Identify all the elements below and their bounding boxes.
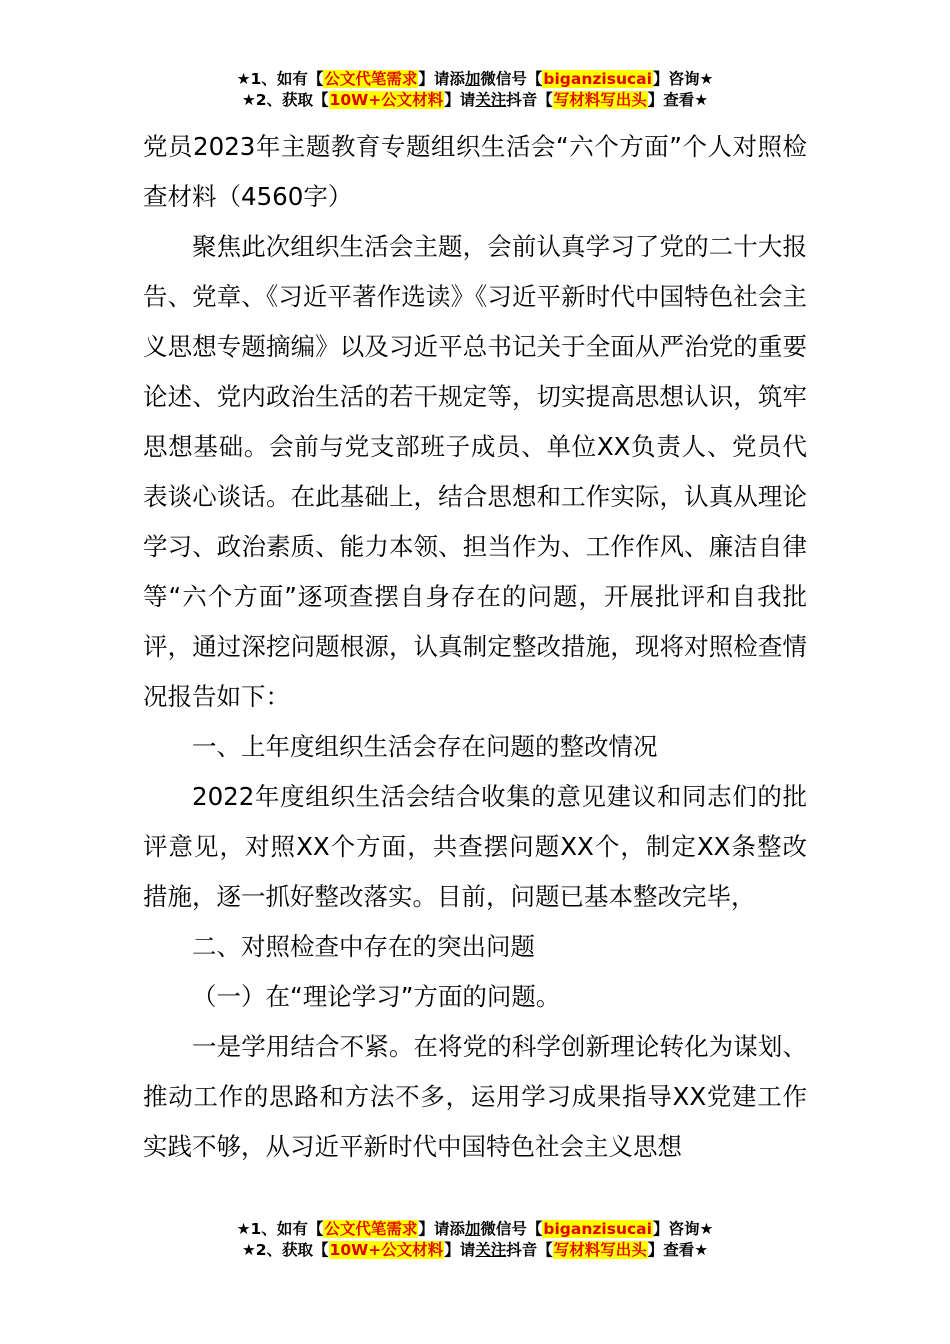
promo-text: 抖音【 [506,1241,553,1259]
promo-text: ★1、如有【 [236,70,324,88]
promo-text: 抖音【 [506,91,553,109]
subsection-heading-1: （一）在“理论学习”方面的问题。 [192,982,561,1011]
promo-underline: 关注 [475,91,507,109]
section-heading-1: 一、上年度组织生活会存在问题的整改情况 [192,732,658,761]
promo-text: ★2、获取【 [241,91,329,109]
promo-text: 】请添 [418,1220,465,1238]
promo-highlight: 10W+公文材料 [329,91,444,109]
promo-text: 】咨询★ [652,70,714,88]
promo-text: ★1、如有【 [236,1220,324,1238]
promo-text: 】查看★ [647,91,709,109]
promo-text: 】查看★ [647,1241,709,1259]
top-promo-banner [0,69,950,111]
paragraph-theory-study: 一是学用结合不紧。在将党的科学创新理论转化为谋划、推动工作的思路和方法不多，运用学习成果指导XX党建工作实践不够，从习近平新时代中国特色社会主义思想 [143,1032,807,1161]
promo-text: 】请添 [418,70,465,88]
promo-highlight-douyin-id: 写材料写出头 [553,91,647,109]
intro-paragraph: 聚焦此次组织生活会主题，会前认真学习了党的二十大报告、党章、《习近平著作选读》《习近平新时代中国特色社会主义思想专题摘编》以及习近平总书记关于全面从严治党的重要论述、党内政治生活的若干规定等，切实提高思想认识，筑牢思想基础。会前与党支部班子成员、单位XX负责人、党员代表谈心谈话。在此基础上，结合思想和工作实际，认真从理论学习、政治素质、能力本领、担当作为、工作作风、廉洁自律等“六个方面”逐项查摆自身存在的问题，开展批评和自我批评，通过深挖问题根源，认真制定整改措施，现将对照检查情况报告如下： [143,232,807,711]
promo-line-1 [0,1219,950,1240]
promo-highlight: 公文代笔需求 [324,1220,418,1238]
promo-text: 微信号【 [480,1220,543,1238]
bottom-promo-banner [0,1219,950,1261]
promo-highlight: 公文代笔需求 [324,70,418,88]
promo-highlight-wechat-id: biganzisucai [543,1220,652,1238]
promo-highlight-douyin-id: 写材料写出头 [553,1241,647,1259]
promo-underline: 加 [464,70,481,88]
section-heading-2: 二、对照检查中存在的突出问题 [192,932,535,961]
promo-line-1 [0,69,950,90]
promo-text: 微信号【 [480,70,543,88]
promo-line-2 [0,90,950,111]
promo-text: 】咨询★ [652,1220,714,1238]
document-body [143,122,807,1172]
document-title: 党员2023年主题教育专题组织生活会“六个方面”个人对照检查材料（4560字） [143,132,807,211]
promo-text: 】请 [444,1241,476,1259]
promo-highlight: 10W+公文材料 [329,1241,444,1259]
paragraph-rectification: 2022年度组织生活会结合收集的意见建议和同志们的批评意见，对照XX个方面，共查摆问题XX个，制定XX条整改措施，逐一抓好整改落实。目前，问题已基本整改完毕， [143,782,807,911]
promo-underline: 关注 [475,1241,507,1259]
promo-highlight-wechat-id: biganzisucai [543,70,652,88]
promo-text: ★2、获取【 [241,1241,329,1259]
promo-line-2 [0,1240,950,1261]
promo-underline: 加 [464,1220,481,1238]
promo-text: 】请 [444,91,476,109]
